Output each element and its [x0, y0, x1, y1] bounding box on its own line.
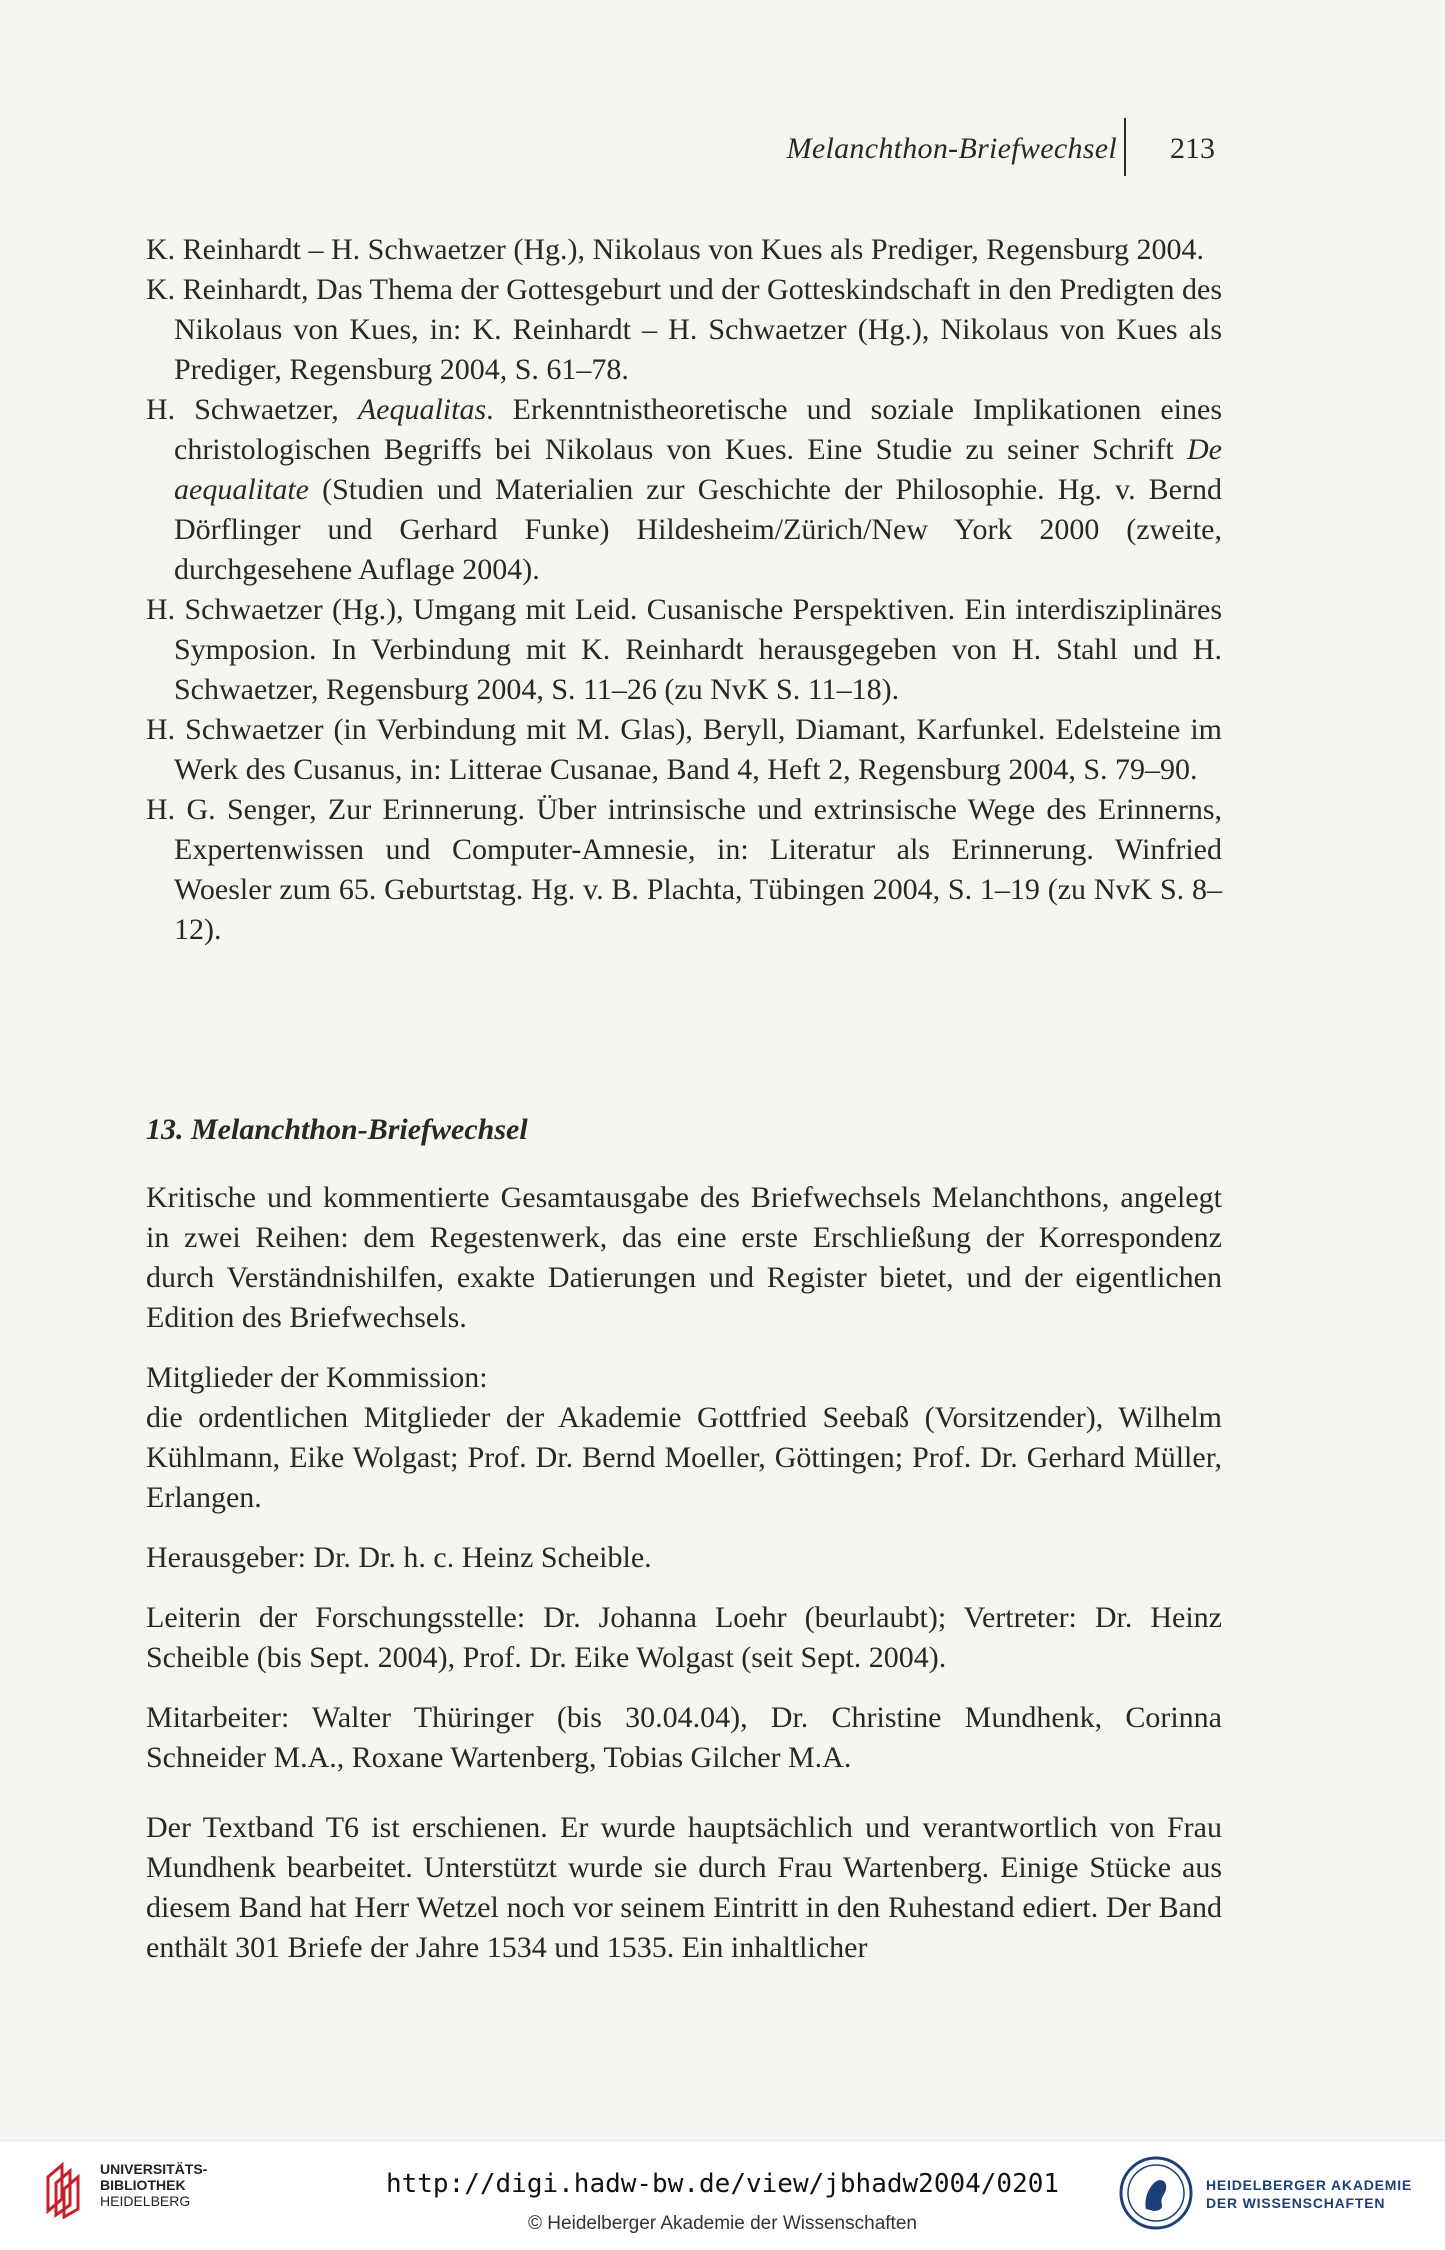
section-title: 13. Melanchthon-Briefwechsel: [146, 1113, 528, 1146]
reference-text: (Studien und Materialien zur Geschichte der Philosophie. Hg. v. Bernd Dörflinger und Gerhard Funke) Hildesheim/Zürich/New York 2000 (zweite, durchgesehene Auflage 2004).: [174, 473, 1222, 586]
reference-item: [146, 390, 1222, 590]
page-number: 213: [1170, 132, 1215, 165]
reference-item: H. Schwaetzer (in Verbindung mit M. Glas), Beryll, Diamant, Karfunkel. Edelsteine im Werk des Cusanus, in: Litterae Cusanae, Band 4, Heft 2, Regensburg 2004, S. 79–90.: [146, 713, 1222, 786]
academy-name-line: HEIDELBERGER AKADEMIE: [1206, 2177, 1413, 2193]
library-name-line: UNIVERSITÄTS-: [100, 2161, 208, 2177]
members-text: die ordentlichen Mitglieder der Akademie Gottfried Seebaß (Vorsitzender), Wilhelm Kühlmann, Eike Wolgast; Prof. Dr. Bernd Moeller, Göttingen; Prof. Dr. Gerhard Müller, Erlangen.: [146, 1401, 1222, 1514]
reference-item: H. G. Senger, Zur Erinnerung. Über intrinsische und extrinsische Wege des Erinnerns, Expertenwissen und Computer-Amnesie, in: Literatur als Erinnerung. Winfried Woesler zum 65. Geburtstag. Hg. v. B. Plachta, Tübingen 2004, S. 1–19 (zu NvK S. 8–12).: [146, 793, 1222, 946]
reference-text: . Erkenntnistheoretische und soziale Implikationen eines christologischen Begriffs bei Nikolaus von Kues. Eine Studie zu seiner Schrift: [174, 393, 1222, 466]
library-name-line: BIBLIOTHEK: [100, 2177, 186, 2193]
reference-item: H. Schwaetzer (Hg.), Umgang mit Leid. Cusanische Perspektiven. Ein interdisziplinäres Symposion. In Verbindung mit K. Reinhardt herausgegeben von H. Stahl und H. Schwaetzer, Regensburg 2004, S. 11–26 (zu NvK S. 11–18).: [146, 593, 1222, 706]
reference-list: [146, 230, 1222, 950]
reference-item: K. Reinhardt – H. Schwaetzer (Hg.), Nikolaus von Kues als Prediger, Regensburg 2004.: [146, 233, 1205, 266]
commission-members: [146, 1358, 1222, 1518]
running-title: Melanchthon-Briefwechsel: [786, 132, 1117, 165]
editor-line: Herausgeber: Dr. Dr. h. c. Heinz Scheible.: [146, 1541, 652, 1574]
report-paragraph: Der Textband T6 ist erschienen. Er wurde hauptsächlich und verantwortlich von Frau Mundhenk bearbeitet. Unterstützt wurde sie durch Frau Wartenberg. Einige Stücke aus diesem Band hat Herr Wetzel noch vor seinem Eintritt in den Ruhestand ediert. Der Band enthält 301 Briefe der Jahre 1534 und 1535. Ein inhaltlicher: [146, 1811, 1222, 1964]
reference-item: K. Reinhardt, Das Thema der Gottesgeburt und der Gotteskindschaft in den Predigten des Nikolaus von Kues, in: K. Reinhardt – H. Schwaetzer (Hg.), Nikolaus von Kues als Prediger, Regensburg 2004, S. 61–78.: [146, 273, 1222, 386]
digitization-footer: [0, 2140, 1445, 2250]
permalink-url[interactable]: http://digi.hadw-bw.de/view/jbhadw2004/0201: [385, 2169, 1060, 2199]
members-heading: Mitglieder der Kommission:: [146, 1361, 488, 1394]
page-header: [0, 132, 1445, 182]
reference-title-italic: Aequalitas: [357, 393, 487, 426]
academy-name-line: DER WISSENSCHAFTEN: [1206, 2195, 1386, 2211]
reference-text: H. Schwaetzer,: [146, 393, 358, 426]
copyright-notice: © Heidelberger Akademie der Wissenschaften: [528, 2213, 917, 2234]
section-intro: Kritische und kommentierte Gesamtausgabe des Briefwechsels Melanchthons, angelegt in zwei Reihen: dem Regestenwerk, das eine erste Erschließung der Korrespondenz durch Verständnishilfen, exakte Datierungen und Register bietet, und der eigentlichen Edition des Briefwechsels.: [146, 1181, 1222, 1334]
library-name-line: HEIDELBERG: [100, 2193, 191, 2209]
staff-line: Mitarbeiter: Walter Thüringer (bis 30.04.04), Dr. Christine Mundhenk, Corinna Schneider M.A., Roxane Wartenberg, Tobias Gilcher M.A.: [146, 1701, 1222, 1774]
academy-seal-icon: [1118, 2155, 1194, 2231]
section-melanchthon: [146, 1110, 1222, 1988]
reference-title-italic: De aequalitate: [174, 433, 1222, 506]
director-line: Leiterin der Forschungsstelle: Dr. Johanna Loehr (beurlaubt); Vertreter: Dr. Heinz Scheible (bis Sept. 2004), Prof. Dr. Eike Wolgast (seit Sept. 2004).: [146, 1601, 1222, 1674]
academy-name: [1206, 2176, 1412, 2212]
header-divider: [1124, 118, 1126, 176]
